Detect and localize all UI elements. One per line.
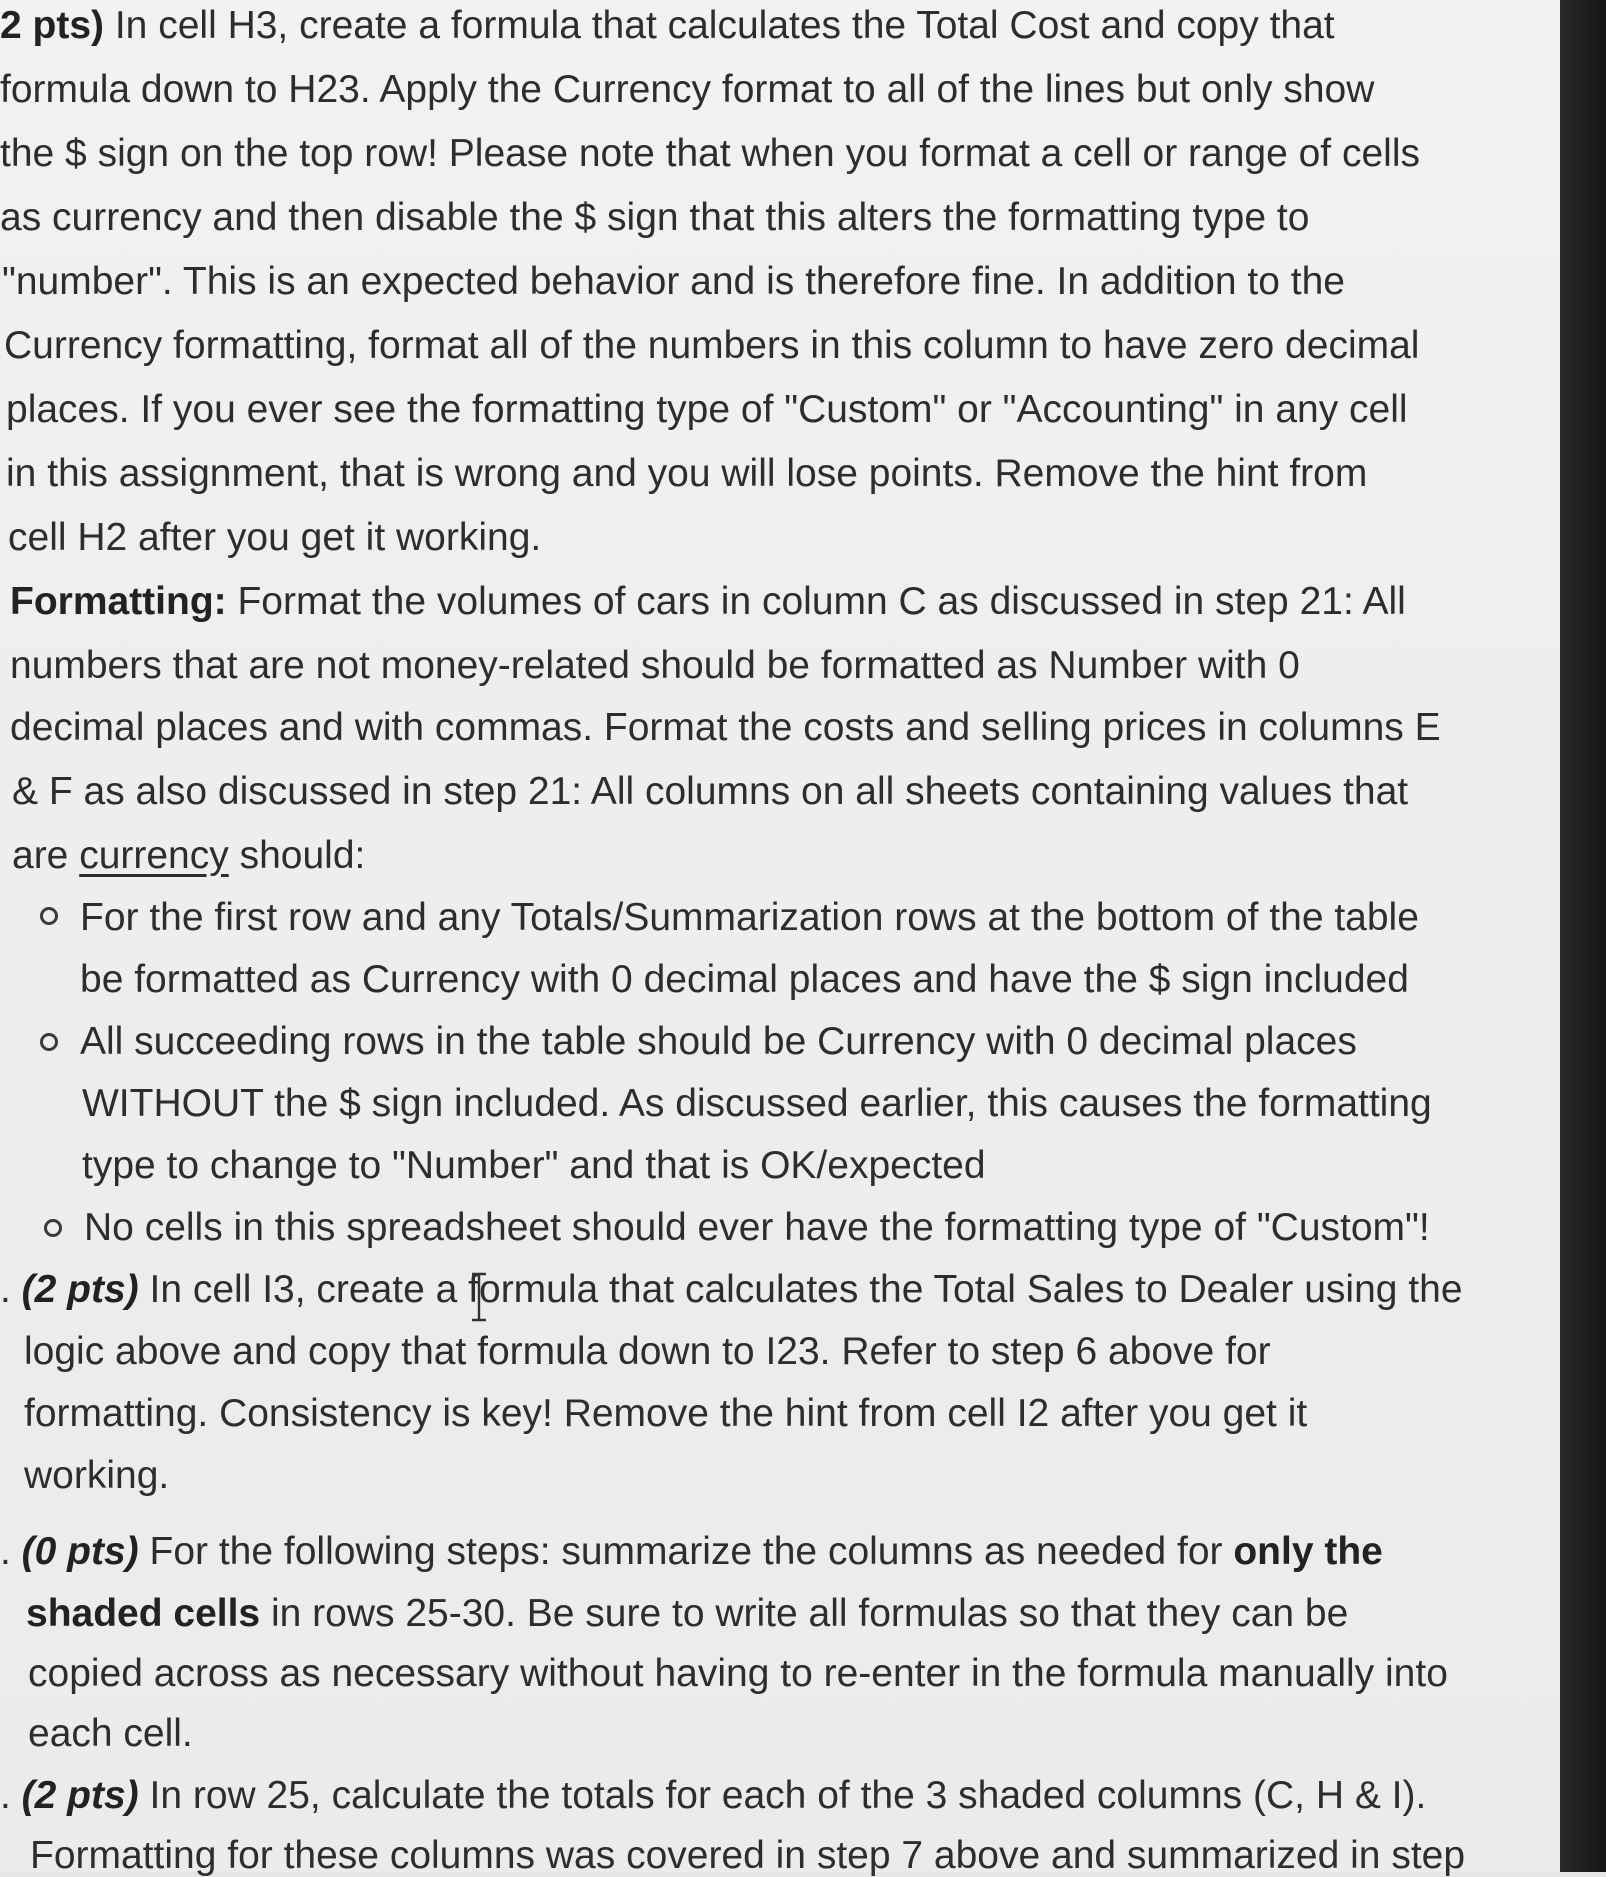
step6-line-6: Currency formatting, format all of the numbers in this column to have zero decimal bbox=[4, 324, 1420, 367]
formatting-line-4: & F as also discussed in step 21: All columns on all sheets containing values that bbox=[12, 770, 1409, 813]
step6-line-2: formula down to H23. Apply the Currency format to all of the lines but only show bbox=[0, 68, 1375, 111]
bullet-2-line-3: type to change to "Number" and that is OK/expected bbox=[82, 1144, 986, 1187]
formatting-line-3: decimal places and with commas. Format the costs and selling prices in columns E bbox=[10, 706, 1441, 749]
step8-points: (0 pts) bbox=[21, 1530, 139, 1573]
step6-line-3: the $ sign on the top row! Please note that when you format a cell or range of cells bbox=[0, 132, 1420, 175]
step8-line-2: shaded cells in rows 25-30. Be sure to write all formulas so that they can be bbox=[26, 1592, 1349, 1635]
formatting-line-5: are currency should: bbox=[12, 834, 366, 877]
currency-link[interactable]: currency bbox=[79, 834, 229, 877]
step6-line-5: "number". This is an expected behavior and is therefore fine. In addition to the bbox=[2, 260, 1345, 303]
step9-line-1: . (2 pts) In row 25, calculate the totals for each of the 3 shaded columns (C, H & I). bbox=[0, 1774, 1427, 1817]
step8-line-4: each cell. bbox=[28, 1712, 193, 1755]
step9-points: (2 pts) bbox=[21, 1774, 139, 1817]
text-cursor-icon bbox=[470, 1272, 488, 1322]
step7-line-3: formatting. Consistency is key! Remove the hint from cell I2 after you get it bbox=[24, 1392, 1308, 1435]
bullet-1-line-1: For the first row and any Totals/Summarization rows at the bottom of the table bbox=[80, 896, 1419, 939]
step6-points: 2 pts) bbox=[0, 4, 105, 47]
monitor-bezel bbox=[1560, 0, 1606, 1872]
bullet-2-line-1: All succeeding rows in the table should be Currency with 0 decimal places bbox=[80, 1020, 1357, 1063]
bullet-3-line-1: No cells in this spreadsheet should ever have the formatting type of "Custom"! bbox=[84, 1206, 1430, 1249]
step6-line-8: in this assignment, that is wrong and you will lose points. Remove the hint from bbox=[6, 452, 1368, 495]
step6-line-7: places. If you ever see the formatting type of "Custom" or "Accounting" in any cell bbox=[6, 388, 1408, 431]
formatting-line-1: Formatting: Format the volumes of cars in column C as discussed in step 21: All bbox=[10, 580, 1406, 623]
step9-line-2: Formatting for these columns was covered in step 7 above and summarized in step bbox=[30, 1834, 1466, 1877]
step7-line-4: working. bbox=[24, 1454, 170, 1497]
step6-line-4: as currency and then disable the $ sign that this alters the formatting type to bbox=[0, 196, 1310, 239]
bullet-circle-icon bbox=[40, 1033, 58, 1051]
formatting-label: Formatting: bbox=[10, 580, 227, 623]
formatting-line-2: numbers that are not money-related should be formatted as Number with 0 bbox=[10, 644, 1300, 687]
step7-line-1: . (2 pts) In cell I3, create a formula that calculates the Total Sales to Dealer using the bbox=[0, 1268, 1463, 1311]
step6-line-1: 2 pts) In cell H3, create a formula that calculates the Total Cost and copy that bbox=[0, 4, 1335, 47]
bullet-circle-icon bbox=[44, 1219, 62, 1237]
bullet-1-line-2: be formatted as Currency with 0 decimal places and have the $ sign included bbox=[80, 958, 1409, 1001]
bullet-circle-icon bbox=[40, 907, 58, 925]
step6-line-9: cell H2 after you get it working. bbox=[8, 516, 542, 559]
step7-line-2: logic above and copy that formula down to I23. Refer to step 6 above for bbox=[24, 1330, 1271, 1373]
bullet-2-line-2: WITHOUT the $ sign included. As discussed earlier, this causes the formatting bbox=[82, 1082, 1432, 1125]
step8-line-1: . (0 pts) For the following steps: summarize the columns as needed for only the bbox=[0, 1530, 1383, 1573]
step7-points: (2 pts) bbox=[21, 1268, 139, 1311]
step8-line-3: copied across as necessary without having to re-enter in the formula manually into bbox=[28, 1652, 1448, 1695]
